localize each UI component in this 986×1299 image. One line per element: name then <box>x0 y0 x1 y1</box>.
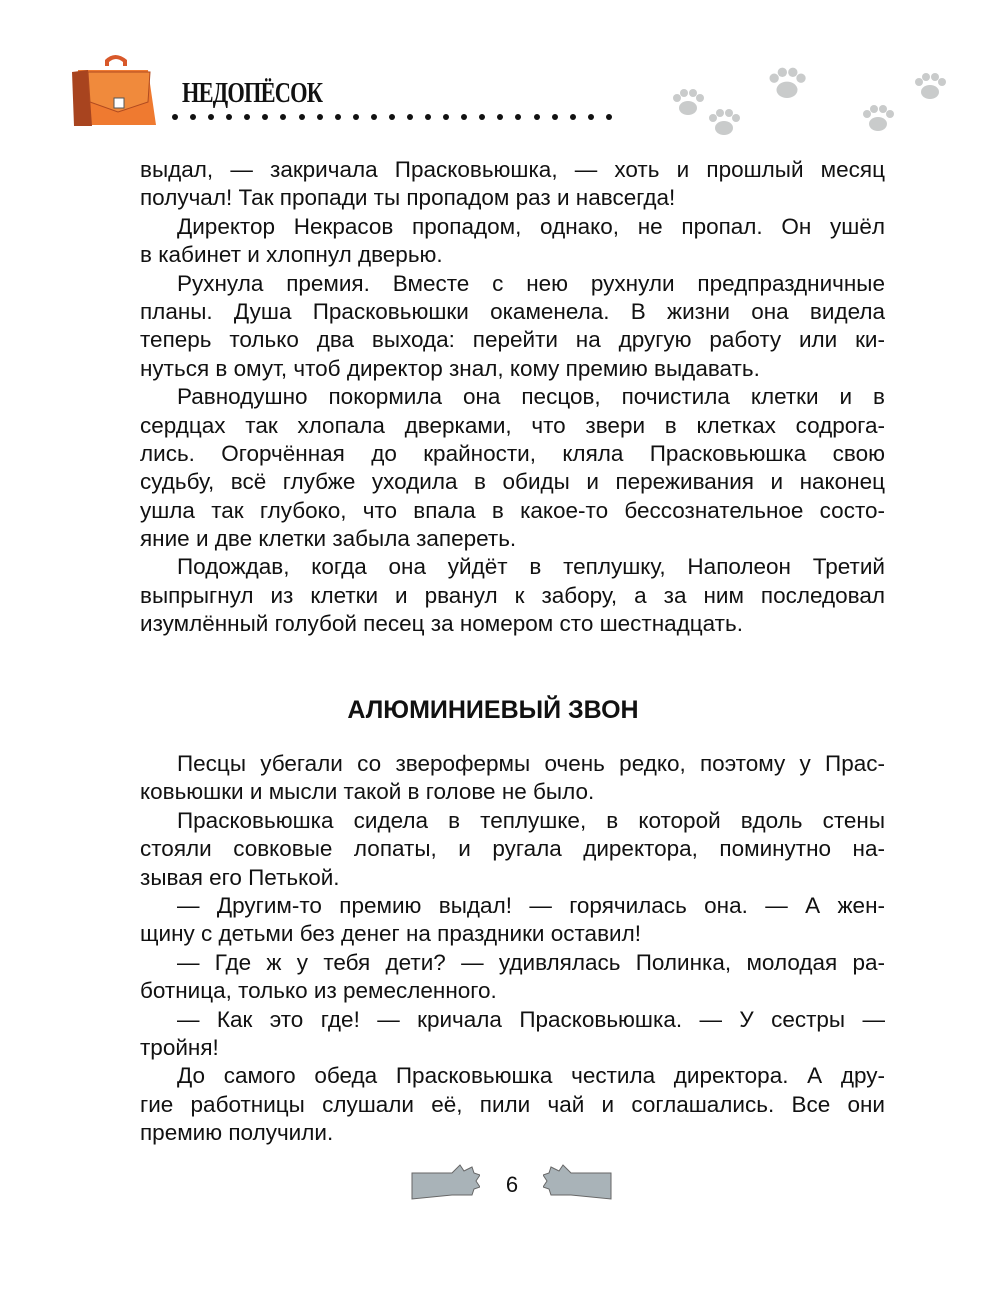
dot <box>244 114 250 120</box>
text-line: премию получили. <box>140 1120 334 1146</box>
text-line: теперь только два выхода: перейти на другую работу или ки- <box>140 327 885 353</box>
text-line: ковьюшки и мысли такой в голове не было. <box>140 779 595 805</box>
dot <box>461 114 467 120</box>
dot <box>570 114 576 120</box>
dotted-rule <box>172 114 612 120</box>
mitten-icon <box>543 1163 613 1203</box>
text-line: Директор Некрасов пропадом, однако, не пропал. Он ушёл <box>177 213 885 239</box>
text-line: яние и две клетки забыла запереть. <box>140 526 517 552</box>
text-line: щину с детьми без денег на праздники оставил! <box>140 921 641 947</box>
dot <box>588 114 594 120</box>
dot <box>389 114 395 120</box>
text-line: Равнодушно покормила она песцов, почистила клетки и в <box>177 384 885 410</box>
text-line: тройня! <box>140 1034 219 1060</box>
book-title: НЕДОПЁСОК <box>182 78 323 109</box>
text-line: гие работницы слушали её, пили чай и соглашались. Все они <box>140 1091 885 1117</box>
dot <box>190 114 196 120</box>
briefcase-icon <box>70 50 160 130</box>
text-line: выпрыгнул из клетки и рванул к забору, а за ним последовал <box>140 582 885 608</box>
text-line: — Другим-то премию выдал! — горячилась она. — А жен- <box>177 892 885 918</box>
text-line: планы. Душа Прасковьюшки окаменела. В жизни она видела <box>140 298 885 324</box>
text-line: изумлённый голубой песец за номером сто шестнадцать. <box>140 611 743 637</box>
dot <box>335 114 341 120</box>
dot <box>280 114 286 120</box>
text-line: сердцах так хлопала дверками, что звери в клетках содрога- <box>140 412 885 438</box>
paw-print-icon <box>706 108 742 138</box>
dot <box>226 114 232 120</box>
text-line: лись. Огорчённая до крайности, кляла Прасковьюшка свою <box>140 440 885 466</box>
dot <box>317 114 323 120</box>
paw-print-icon <box>670 88 706 118</box>
chapter-heading: АЛЮМИНИЕВЫЙ ЗВОН <box>347 696 639 724</box>
body-text-section-1 <box>140 156 885 639</box>
text-line: Прасковьюшка сидела в теплушке, в которой вдоль стены <box>177 807 885 833</box>
text-line: судьбу, всё глубже уходила в обиды и переживания и наконец <box>140 469 885 495</box>
text-line: — Как это где! — кричала Прасковьюшка. — У сестры — <box>177 1006 885 1032</box>
paw-print-icon <box>860 104 896 134</box>
dot <box>353 114 359 120</box>
dot <box>534 114 540 120</box>
body-text-section-2 <box>140 750 885 1147</box>
dot <box>425 114 431 120</box>
dot <box>515 114 521 120</box>
text-line: — Где ж у тебя дети? — удивлялась Полинка, молодая ра- <box>177 949 885 975</box>
paw-print-icon <box>766 66 808 102</box>
text-line: Подождав, когда она уйдёт в теплушку, Наполеон Третий <box>177 554 885 580</box>
dot <box>479 114 485 120</box>
page-number: 6 <box>505 1172 519 1197</box>
text-line: стояли совковые лопаты, и ругала директора, поминутно на- <box>140 836 885 862</box>
dot <box>606 114 612 120</box>
dot <box>552 114 558 120</box>
text-line: Песцы убегали со зверофермы очень редко, поэтому у Прас- <box>177 751 885 776</box>
dot <box>497 114 503 120</box>
dot <box>371 114 377 120</box>
dot <box>262 114 268 120</box>
text-line: в кабинет и хлопнул дверью. <box>140 242 443 268</box>
text-line: зывая его Петькой. <box>140 864 340 890</box>
dot <box>299 114 305 120</box>
text-line: получал! Так пропади ты пропадом раз и навсегда! <box>140 185 676 211</box>
dot <box>172 114 178 120</box>
text-line: Рухнула премия. Вместе с нею рухнули предпраздничные <box>177 270 885 296</box>
text-line: нуться в омут, чтоб директор знал, кому премию выдавать. <box>140 355 760 381</box>
dot <box>208 114 214 120</box>
text-line: ботница, только из ремесленного. <box>140 978 497 1004</box>
text-line: выдал, — закричала Прасковьюшка, — хоть и прошлый месяц <box>140 157 885 182</box>
paw-print-icon <box>912 72 948 102</box>
dot <box>407 114 413 120</box>
text-line: До самого обеда Прасковьюшка честила директора. А дру- <box>177 1063 885 1089</box>
text-line: ушла так глубоко, что впала в какое-то бессознательное состо- <box>140 497 885 523</box>
dot <box>443 114 449 120</box>
